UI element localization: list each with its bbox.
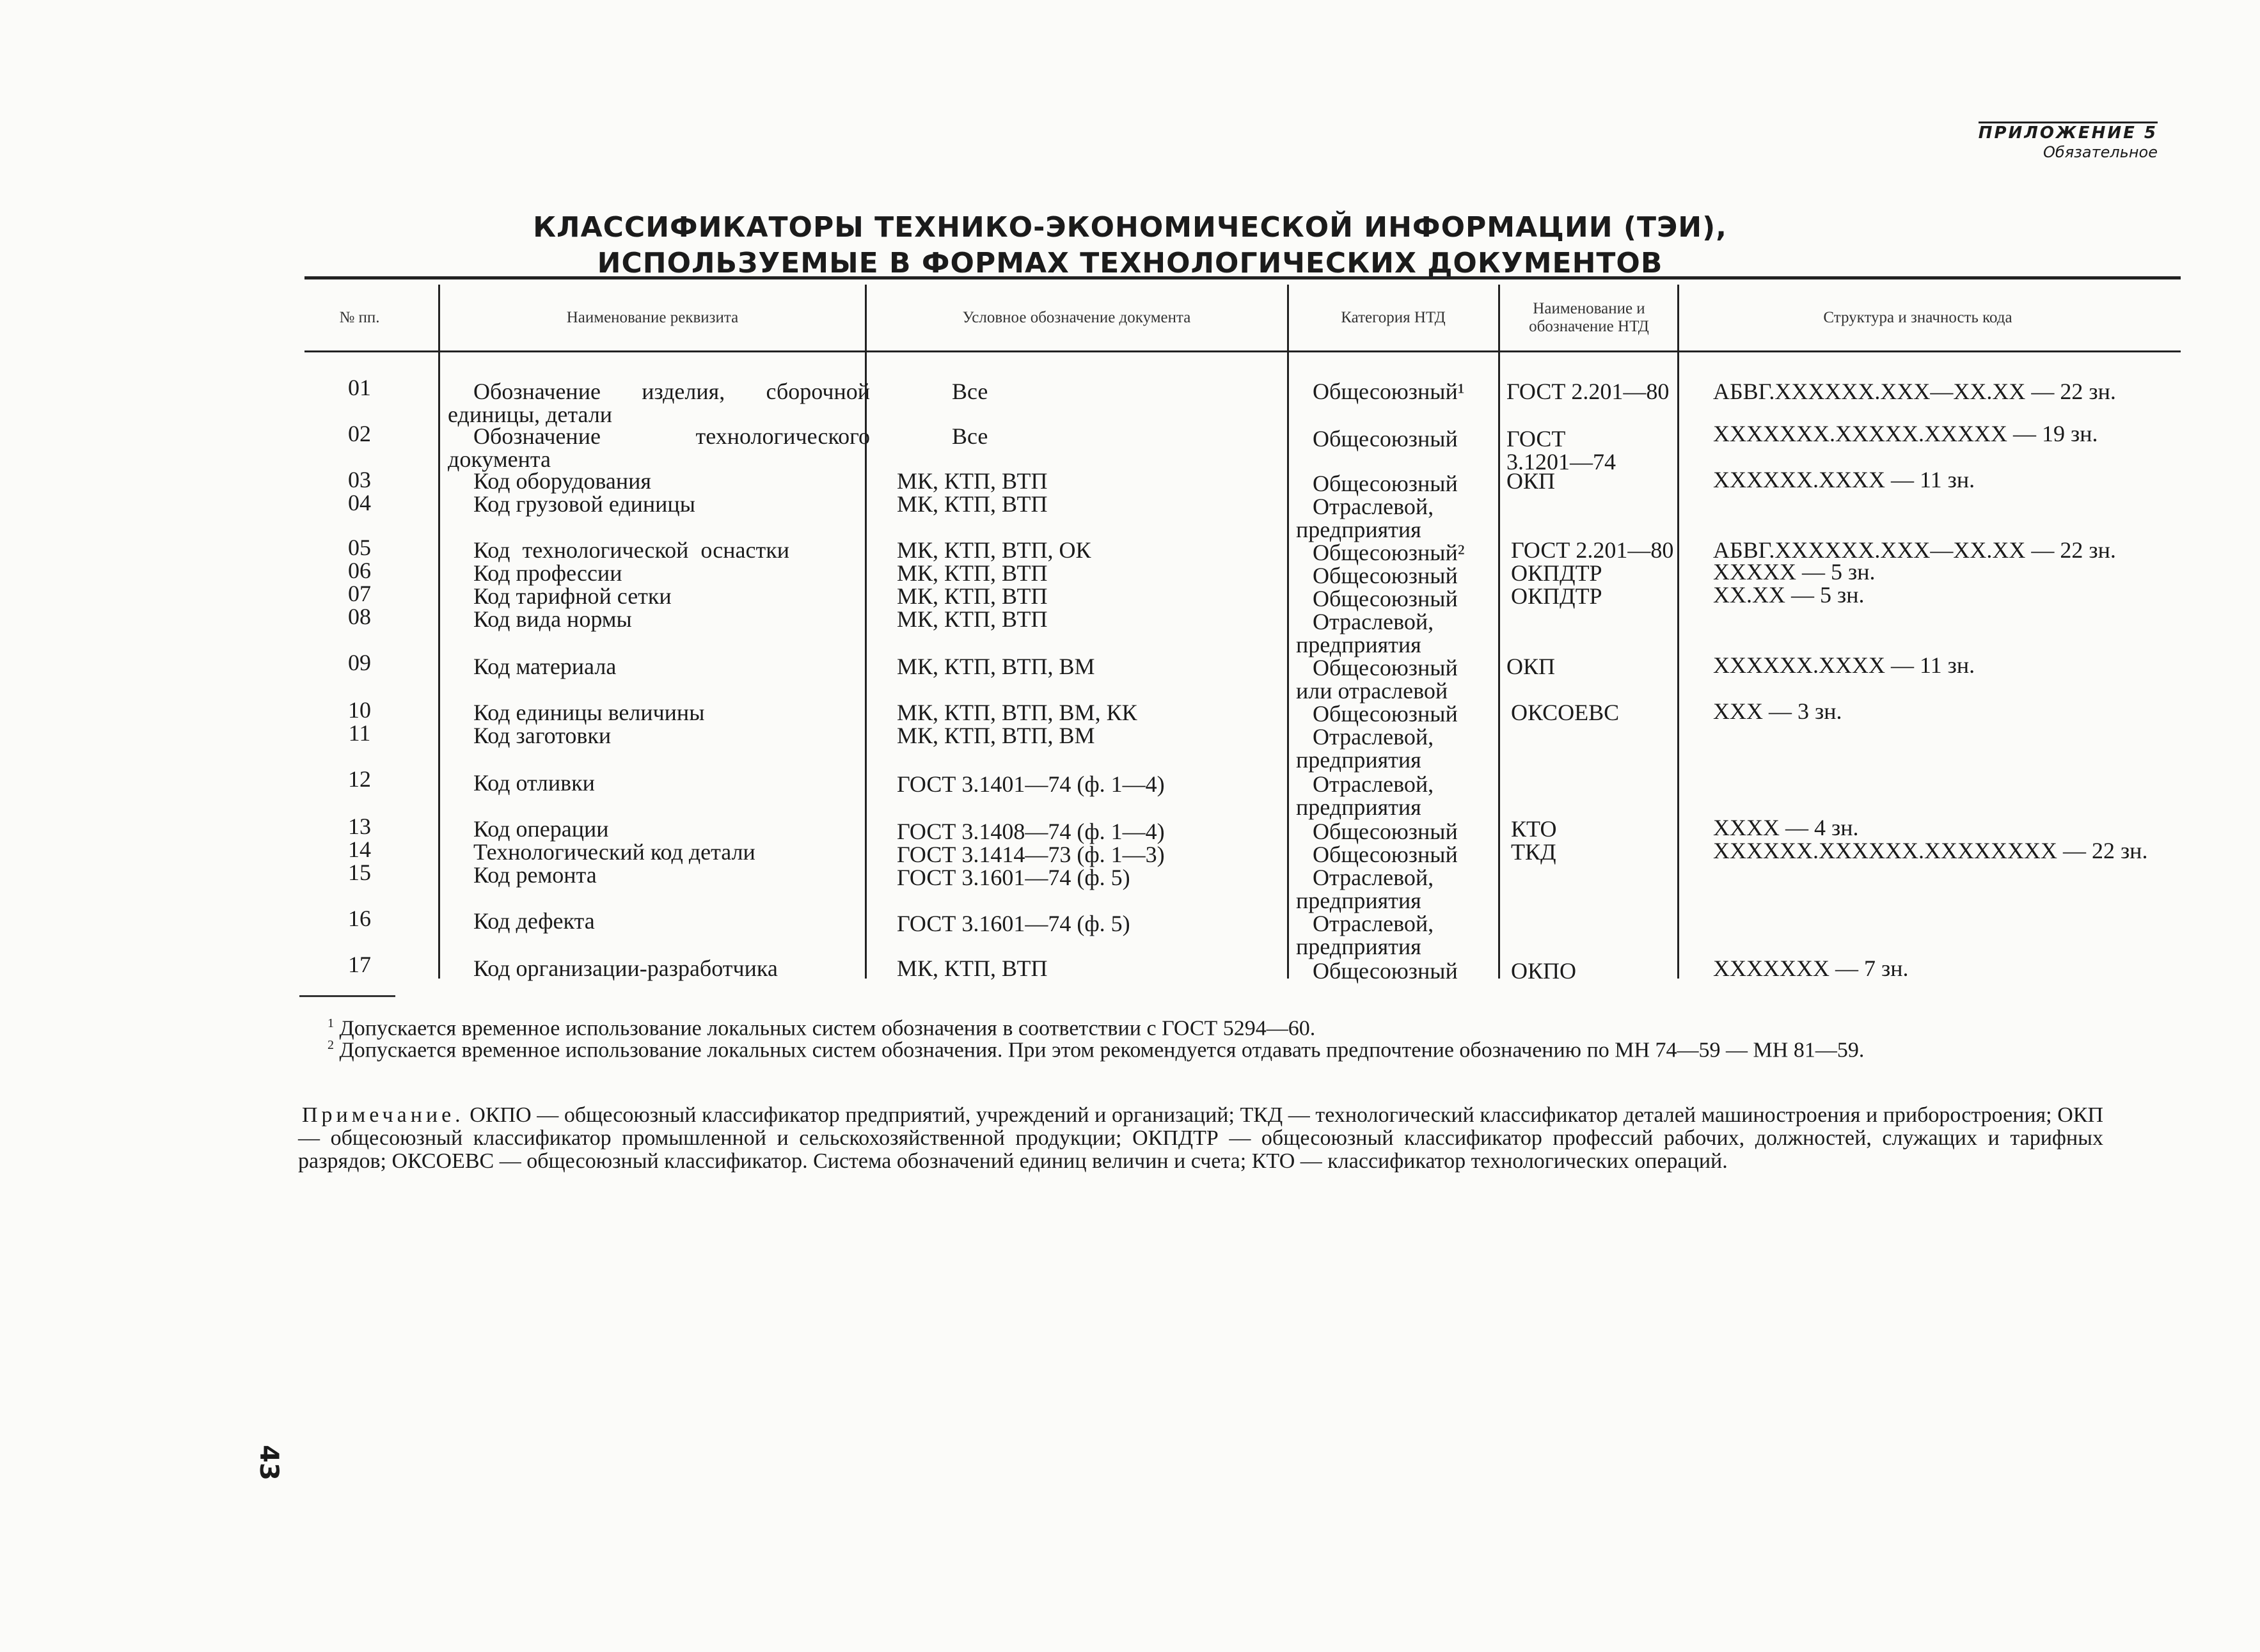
row-17-num: 17	[348, 952, 371, 977]
header-category: Категория НТД	[1341, 309, 1446, 326]
row-03-structure: XXXXXX.XXXX — 11 зн.	[1713, 467, 1975, 492]
row-02-ntd: ГОСТ 3.1201—74	[1506, 426, 1616, 475]
appendix-title: ПРИЛОЖЕНИЕ 5	[1979, 122, 2158, 143]
row-07-num: 07	[348, 581, 371, 606]
row-11-doc: МК, КТП, ВТП, ВМ	[897, 723, 1095, 748]
row-04-num: 04	[348, 490, 371, 515]
footnote-1-text: Допускается временное использование локальных систем обозначения в соответствии с ГОСТ 5294—60.	[339, 1016, 1316, 1041]
footnote-2	[298, 1034, 2103, 1062]
row-03-num: 03	[348, 467, 371, 492]
row-08-doc: МК, КТП, ВТП	[897, 606, 1048, 632]
column-divider	[1287, 285, 1289, 979]
row-10-name: Код единицы величины	[473, 700, 705, 725]
page-number: 43	[253, 1445, 283, 1481]
row-17-ntd: ОКПО	[1511, 958, 1577, 984]
table-header-rule	[304, 350, 2181, 352]
row-02-structure: XXXXXXX.XXXXX.XXXXX — 19 зн.	[1713, 421, 2098, 446]
row-11-category: Отраслевой, предприятия	[1296, 724, 1434, 773]
row-02-name: Обозначение технологического документа	[448, 423, 870, 472]
row-06-structure: XXXXX — 5 зн.	[1713, 559, 1876, 585]
row-10-doc: МК, КТП, ВТП, ВМ, КК	[897, 700, 1137, 725]
row-09-ntd: ОКП	[1506, 654, 1556, 679]
footnote-2-text: Допускается временное использование локальных систем обозначения. При этом рекомендуется отдавать предпочтение обозначению по МН 74—59 — МН 81—59.	[339, 1038, 1865, 1062]
header-structure: Структура и значность кода	[1823, 309, 2012, 326]
row-15-name: Код ремонта	[473, 862, 597, 888]
note-label: Примечание.	[302, 1103, 464, 1127]
column-divider	[438, 285, 440, 979]
column-divider	[1498, 285, 1500, 979]
row-09-structure: XXXXXX.XXXX — 11 зн.	[1713, 652, 1975, 678]
row-11-num: 11	[348, 720, 371, 746]
row-02-doc: Все	[952, 423, 988, 449]
row-16-name: Код дефекта	[473, 908, 595, 934]
row-01-name: Обозначение изделия, сборочной единицы, детали	[448, 379, 870, 427]
row-06-name: Код профессии	[473, 560, 622, 586]
row-13-structure: XXXX — 4 зн.	[1713, 815, 1859, 840]
row-07-structure: XX.XX — 5 зн.	[1713, 582, 1865, 608]
row-05-doc: МК, КТП, ВТП, ОК	[897, 537, 1091, 563]
row-02-num: 02	[348, 421, 371, 446]
row-03-doc: МК, КТП, ВТП	[897, 468, 1048, 494]
row-16-num: 16	[348, 906, 371, 931]
row-06-category: Общесоюзный	[1313, 563, 1458, 588]
row-17-doc: МК, КТП, ВТП	[897, 956, 1048, 981]
row-16-category: Отраслевой, предприятия	[1296, 911, 1434, 959]
note-text: ОКПО — общесоюзный классификатор предприятий, учреждений и организаций; ТКД — технологический классификатор деталей машиностроения и приборостроения; ОКП — общесоюзный классификатор промышленной и сельскохозяйственной продукции; ОКПДТР — общесоюзный классификатор профессий рабочих, должностей, служащих и тарифных разрядов; ОКСОЕВС — общесоюзный классификатор. Система обозначений единиц величин и счета; КТО — классификатор технологических операций.	[298, 1103, 2103, 1173]
row-01-structure: АБВГ.XXXXXX.XXX—XX.XX — 22 зн.	[1713, 379, 2116, 404]
row-17-category: Общесоюзный	[1313, 958, 1458, 984]
note-paragraph	[298, 1104, 2103, 1173]
row-14-doc: ГОСТ 3.1414—73 (ф. 1—3)	[897, 842, 1165, 867]
row-13-category: Общесоюзный	[1313, 819, 1458, 844]
header-num: № пп.	[339, 309, 380, 326]
appendix-subtitle: Обязательное	[2043, 143, 2158, 161]
row-09-num: 09	[348, 650, 371, 675]
row-10-structure: XXX — 3 зн.	[1713, 698, 1842, 724]
row-04-name: Код грузовой единицы	[473, 491, 695, 517]
document-title-line-1: КЛАССИФИКАТОРЫ ТЕХНИКО-ЭКОНОМИЧЕСКОЙ ИНФОРМАЦИИ (ТЭИ),	[533, 211, 1727, 244]
row-13-doc: ГОСТ 3.1408—74 (ф. 1—4)	[897, 819, 1165, 844]
row-03-ntd: ОКП	[1506, 468, 1556, 494]
row-04-category: Отраслевой, предприятия	[1296, 494, 1434, 542]
row-05-structure: АБВГ.XXXXXX.XXX—XX.XX — 22 зн.	[1713, 537, 2116, 563]
row-01-doc: Все	[952, 379, 988, 404]
row-16-doc: ГОСТ 3.1601—74 (ф. 5)	[897, 911, 1130, 936]
header-ntd: Наименование и обозначение НТД	[1529, 300, 1649, 335]
row-07-doc: МК, КТП, ВТП	[897, 583, 1048, 609]
row-14-structure: XXXXXX.XXXXXX.XXXXXXXX — 22 зн.	[1713, 838, 2148, 863]
row-13-num: 13	[348, 814, 371, 839]
row-14-num: 14	[348, 837, 371, 862]
appendix-label	[1979, 122, 2158, 162]
row-15-category: Отраслевой, предприятия	[1296, 865, 1434, 913]
row-13-name: Код операции	[473, 816, 609, 842]
footnote-1-mark: 1	[328, 1016, 334, 1030]
row-12-doc: ГОСТ 3.1401—74 (ф. 1—4)	[897, 771, 1165, 797]
row-01-category: Общесоюзный¹	[1313, 379, 1465, 404]
row-17-name: Код организации-разработчика	[473, 956, 778, 981]
row-12-category: Отраслевой, предприятия	[1296, 771, 1434, 820]
row-12-name: Код отливки	[473, 770, 595, 796]
row-01-num: 01	[348, 375, 371, 400]
row-08-num: 08	[348, 604, 371, 629]
row-05-num: 05	[348, 535, 371, 560]
document-title-line-2: ИСПОЛЬЗУЕМЫЕ В ФОРМАХ ТЕХНОЛОГИЧЕСКИХ ДОКУМЕНТОВ	[597, 247, 1663, 279]
row-07-category: Общесоюзный	[1313, 586, 1458, 611]
row-15-num: 15	[348, 860, 371, 885]
row-14-ntd: ТКД	[1511, 839, 1556, 865]
row-09-doc: МК, КТП, ВТП, ВМ	[897, 654, 1095, 679]
row-06-num: 06	[348, 558, 371, 583]
footnote-rule	[299, 995, 395, 997]
column-divider	[1677, 285, 1679, 979]
row-01-ntd: ГОСТ 2.201—80	[1506, 379, 1670, 404]
row-05-name: Код технологической оснастки	[473, 537, 789, 563]
row-09-category: Общесоюзный или отраслевой	[1296, 655, 1458, 704]
row-04-doc: МК, КТП, ВТП	[897, 491, 1048, 517]
row-09-name: Код материала	[473, 654, 617, 679]
row-17-structure: XXXXXXX — 7 зн.	[1713, 956, 1909, 981]
row-10-num: 10	[348, 697, 371, 723]
row-03-category: Общесоюзный	[1313, 471, 1458, 496]
row-06-ntd: ОКПДТР	[1511, 560, 1602, 586]
row-10-ntd: ОКСОЕВС	[1511, 700, 1620, 725]
row-02-category: Общесоюзный	[1313, 426, 1458, 452]
row-03-name: Код оборудования	[473, 468, 651, 494]
row-05-category: Общесоюзный²	[1313, 540, 1465, 565]
row-06-doc: МК, КТП, ВТП	[897, 560, 1048, 586]
row-08-category: Отраслевой, предприятия	[1296, 609, 1434, 657]
header-name: Наименование реквизита	[566, 309, 739, 326]
row-12-num: 12	[348, 766, 371, 792]
row-13-ntd: КТО	[1511, 816, 1557, 842]
row-15-doc: ГОСТ 3.1601—74 (ф. 5)	[897, 865, 1130, 890]
row-10-category: Общесоюзный	[1313, 701, 1458, 727]
header-doc: Условное обозначение документа	[962, 309, 1191, 326]
row-14-name: Технологический код детали	[473, 839, 755, 865]
footnote-2-mark: 2	[328, 1038, 334, 1052]
row-08-name: Код вида нормы	[473, 606, 632, 632]
row-11-name: Код заготовки	[473, 723, 612, 748]
table-top-rule	[304, 276, 2181, 279]
row-14-category: Общесоюзный	[1313, 842, 1458, 867]
row-05-ntd: ГОСТ 2.201—80	[1511, 537, 1674, 563]
row-07-ntd: ОКПДТР	[1511, 583, 1602, 609]
row-07-name: Код тарифной сетки	[473, 583, 672, 609]
